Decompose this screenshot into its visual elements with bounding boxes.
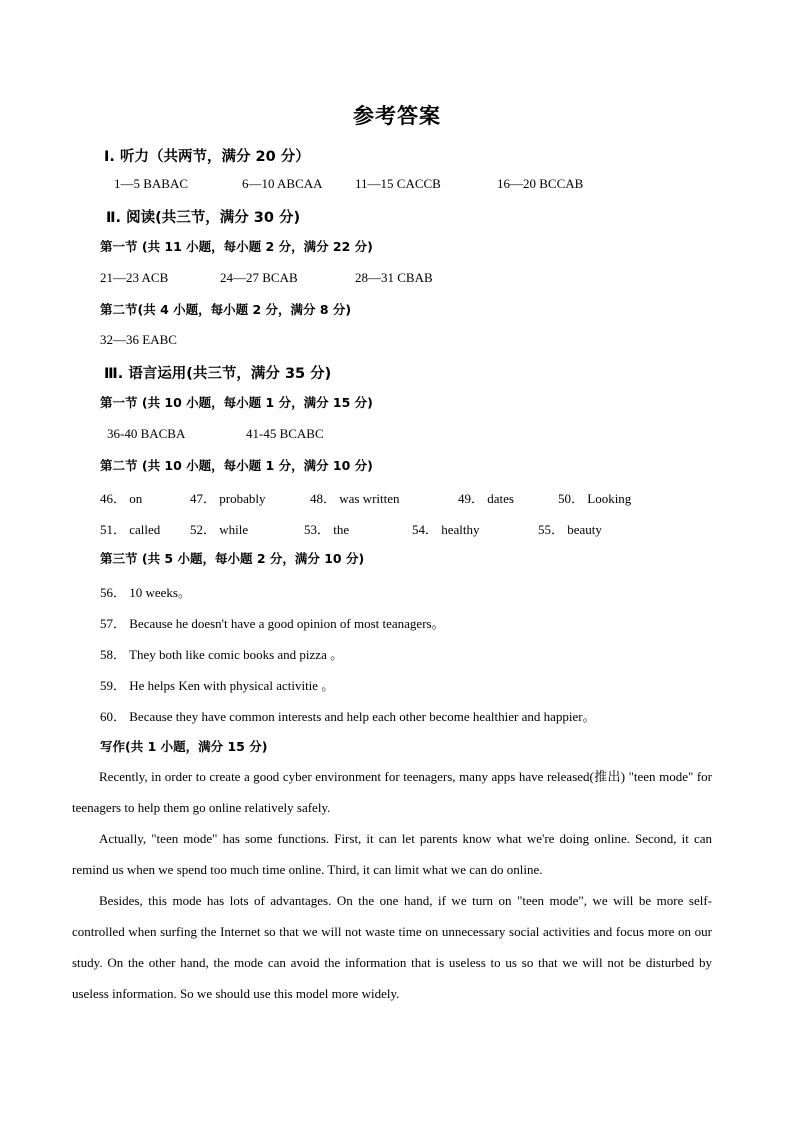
answer-group: 11—15 CACCB [355, 176, 441, 191]
answer-group: 21—23 ACB [100, 270, 169, 285]
answer-item: 50． Looking [558, 491, 632, 506]
answer-group: 16—20 BCCAB [497, 176, 584, 191]
reading-part1-heading: 第一节 (共 11 小题，每小题 2 分，满分 22 分) [100, 239, 373, 254]
answer-item: 52． while [190, 522, 249, 537]
reading-heading: Ⅱ. 阅读(共三节，满分 30 分) [106, 210, 301, 226]
short-answer: 60． Because they have common interests and help each other become healthier and happier。 [100, 709, 596, 724]
answer-group: 36-40 BACBA [107, 426, 186, 441]
answer-item: 49． dates [458, 491, 514, 506]
listening-heading: Ⅰ. 听力（共两节，满分 20 分） [104, 149, 310, 165]
answer-item: 55． beauty [538, 522, 602, 537]
reading-part1-answers [0, 270, 794, 288]
page-title: 参考答案 [353, 104, 441, 128]
short-answer: 58． They both like comic books and pizza 。 [100, 647, 344, 662]
answer-group: 28—31 CBAB [355, 270, 433, 285]
language-part2-row1 [0, 488, 794, 506]
writing-paragraph: Recently, in order to create a good cyber environment for teenagers, many apps have released(推出) "teen mode" for teenagers to help them go online relatively safely. [72, 769, 712, 815]
answer-group: 41-45 BCABC [246, 426, 324, 441]
answer-item: 48． was written [310, 491, 400, 506]
writing-paragraph: Actually, "teen mode" has some functions. First, it can let parents know what we're doing online. Second, it can remind us when we spend too much time online. Third, it can limit what we can do online. [72, 831, 712, 877]
reading-part2-heading: 第二节(共 4 小题，每小题 2 分，满分 8 分) [100, 302, 352, 317]
answer-group: 1—5 BABAC [114, 176, 189, 191]
writing-paragraph: Besides, this mode has lots of advantages. On the one hand, if we turn on "teen mode", we will be more self-controlled when surfing the Internet so that we will not waste time on unnecessary social activities and focus more on our study. On the other hand, the mode can avoid the information that is useless to us so that we will not be disturbed by useless information. So we should use this model more widely. [72, 893, 712, 1001]
language-part3-heading: 第三节 (共 5 小题，每小题 2 分，满分 10 分) [100, 551, 365, 566]
language-part1-answers [0, 426, 794, 444]
language-part2-row2 [0, 519, 794, 537]
listening-answers [0, 176, 794, 194]
answer-group: 6—10 ABCAA [242, 176, 323, 191]
answer-item: 46． on [100, 491, 143, 506]
language-part2-heading: 第二节 (共 10 小题，每小题 1 分，满分 10 分) [100, 458, 373, 473]
answer-item: 51． called [100, 522, 161, 537]
answer-group: 24—27 BCAB [220, 270, 298, 285]
answer-item: 54． healthy [412, 522, 480, 537]
language-part1-heading: 第一节 (共 10 小题，每小题 1 分，满分 15 分) [100, 395, 373, 410]
answer-item: 47． probably [190, 491, 266, 506]
short-answer: 59． He helps Ken with physical activitie 。 [100, 678, 335, 693]
language-heading: Ⅲ. 语言运用(共三节，满分 35 分) [104, 366, 332, 382]
short-answer: 56． 10 weeks。 [100, 585, 191, 600]
reading-part2-answers: 32—36 EABC [100, 332, 177, 347]
answer-item: 53． the [304, 522, 350, 537]
short-answer: 57． Because he doesn't have a good opinion of most teanagers。 [100, 616, 445, 631]
writing-heading: 写作(共 1 小题，满分 15 分) [100, 739, 268, 754]
